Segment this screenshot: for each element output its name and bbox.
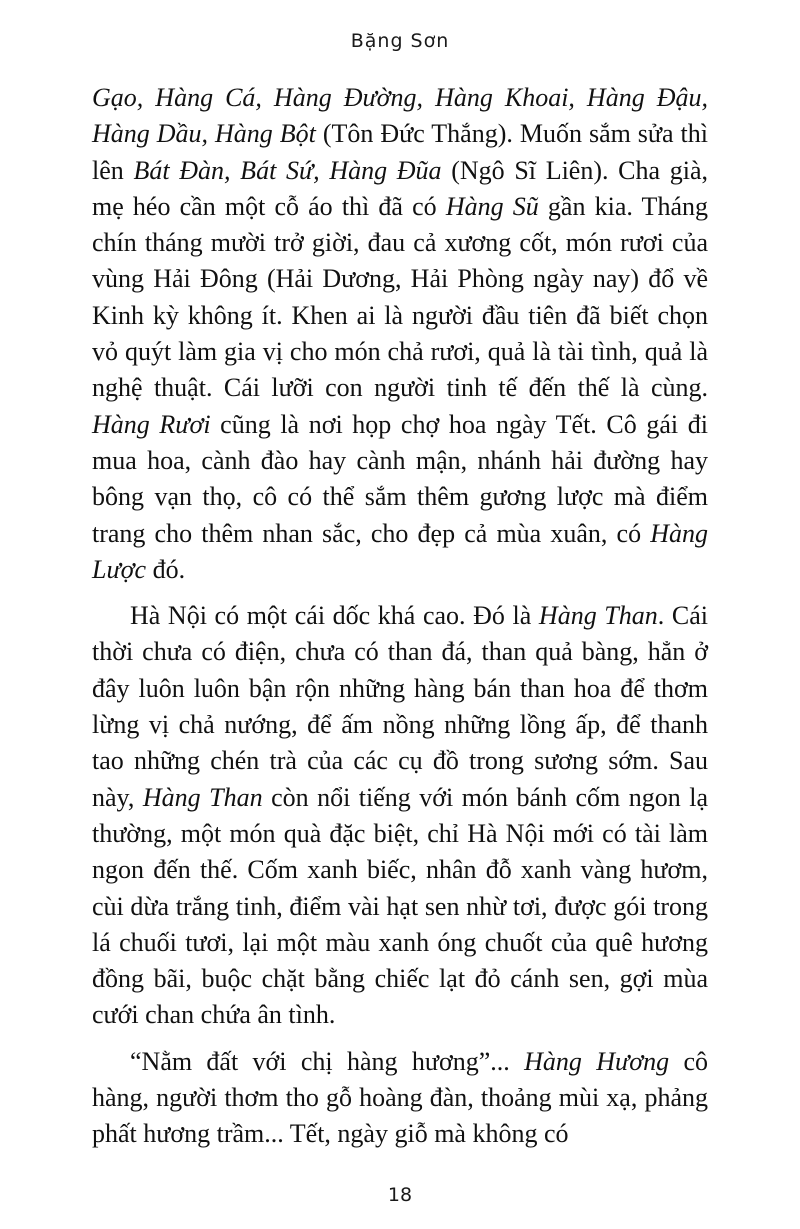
italic-street-name: Hàng Lược xyxy=(92,518,708,584)
paragraph xyxy=(92,598,708,1034)
text-run: đó. xyxy=(146,554,186,584)
italic-street-name: Gạo, Hàng Cá, Hàng Đường, Hàng Khoai, Hàng Đậu, Hàng Dầu, Hàng Bột xyxy=(92,83,708,149)
running-header-author: Bặng Sơn xyxy=(350,30,450,52)
text-run: . Cái thời chưa có điện, chưa có than đá, than quả bàng, hẳn ở đây luôn luôn bận rộn những hàng bán than hoa để thơm lừng vị chả nướng, để ấm nồng những lồng ấp, để thanh tao những chén trà của các cụ đồ trong sương sớm. Sau này, xyxy=(92,601,708,812)
text-run: (Ngô Sĩ Liên). Cha già, mẹ héo cần một cỗ áo thì đã có xyxy=(92,155,709,221)
text-run: còn nổi tiếng với món bánh cốm ngon lạ thường, một món quà đặc biệt, chỉ Hà Nội mới có tài làm ngon đến thế. Cốm xanh biếc, nhân đỗ xanh vàng hươm, cùi dừa trắng tinh, điểm vài hạt sen nhừ tơi, được gói trong lá chuối tươi, lại một màu xanh óng chuốt của quê hương đồng bãi, buộc chặt bằng chiếc lạt đỏ cánh sen, gợi mùa cưới chan chứa ân tình. xyxy=(92,782,708,1030)
paragraph xyxy=(92,1044,708,1153)
italic-street-name: Bát Đàn, Bát Sứ, Hàng Đũa xyxy=(133,155,442,185)
text-run: gần kia. Tháng chín tháng mười trở giời, đau cả xương cốt, món rươi của vùng Hải Đông (Hải Dương, Hải Phòng ngày nay) đổ về Kinh kỳ không ít. Khen ai là người đầu tiên đã biết chọn vỏ quýt làm gia vị cho món chả rươi, quả là tài tình, quả là nghệ thuật. Cái lưỡi con người tinh tế đến thế là cùng. xyxy=(92,191,708,403)
italic-street-name: Hàng Hương xyxy=(524,1046,670,1076)
page-number: 18 xyxy=(387,1184,413,1206)
body-text xyxy=(92,80,708,1153)
text-run: Hà Nội có một cái dốc khá cao. Đó là xyxy=(130,601,539,631)
text-run: cũng là nơi họp chợ hoa ngày Tết. Cô gái đi mua hoa, cành đào hay cành mận, nhánh hải đường hay bông vạn thọ, cô có thể sắm thêm gương lược mà điểm trang cho thêm nhan sắc, cho đẹp cả mùa xuân, có xyxy=(92,409,708,548)
text-run: “Nằm đất với chị hàng hương”... xyxy=(130,1046,525,1076)
italic-street-name: Hàng Rươi xyxy=(92,409,211,439)
italic-street-name: Hàng Sũ xyxy=(445,191,539,221)
paragraph xyxy=(92,80,708,588)
text-run: (Tôn Đức Thắng). Muốn sắm sửa thì lên xyxy=(92,119,708,185)
italic-street-name: Hàng Than xyxy=(142,782,263,812)
text-run: cô hàng, người thơm tho gỗ hoàng đàn, thoảng mùi xạ, phảng phất hương trầm... Tết, ngày giỗ mà không có xyxy=(92,1046,708,1149)
italic-street-name: Hàng Than xyxy=(538,601,658,631)
